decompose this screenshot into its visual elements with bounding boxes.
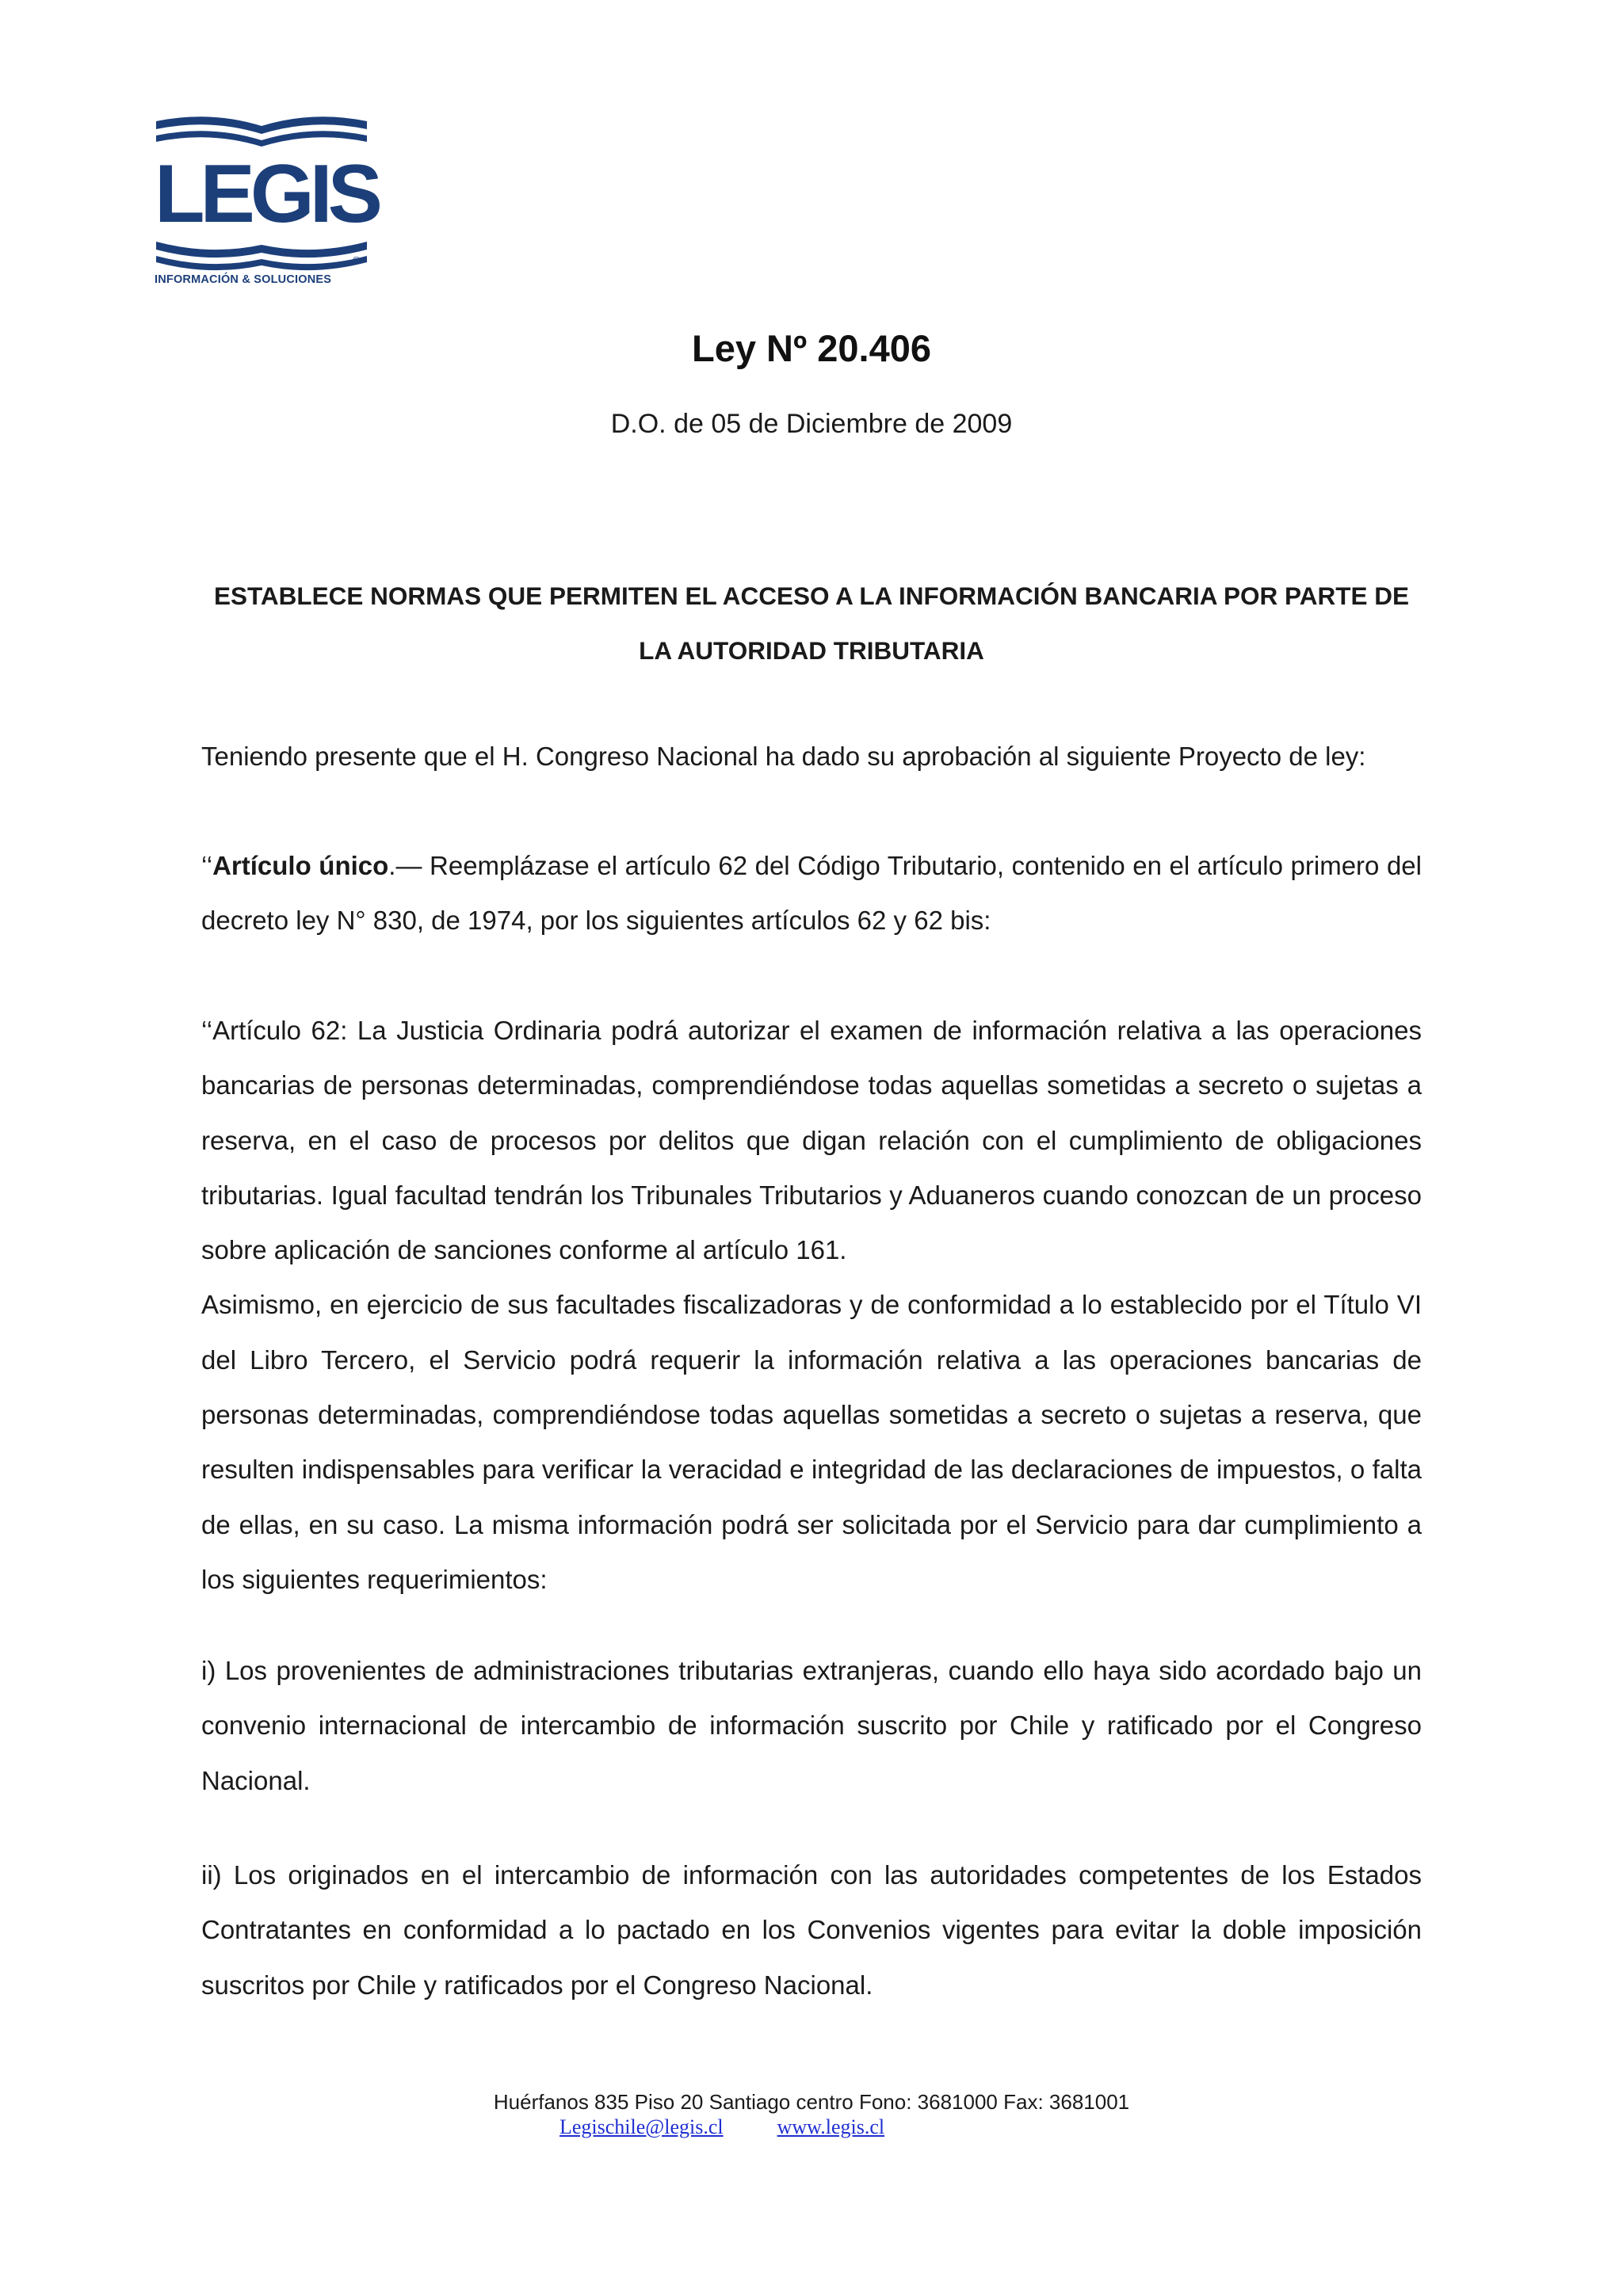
publication-date: D.O. de 05 de Diciembre de 2009 <box>610 409 1013 439</box>
registered-mark: ® <box>353 254 361 266</box>
requirement-item-ii: ii) Los originados en el intercambio de información con las autoridades competentes de los Estados Contratantes en conformidad a lo pactado en los Convenios vigentes para evitar la doble imposición suscritos por Chile y ratificados por el Congreso Nacional. <box>201 1860 1422 2000</box>
law-heading: ESTABLECE NORMAS QUE PERMITEN EL ACCESO A LA INFORMACIÓN BANCARIA POR PARTE DE LA AUTORIDAD TRIBUTARIA <box>214 582 1409 665</box>
intro-paragraph: Teniendo presente que el H. Congreso Nacional ha dado su aprobación al siguiente Proyecto de ley: <box>201 742 1366 771</box>
articulo-62-paragraph-2: Asimismo, en ejercicio de sus facultades fiscalizadoras y de conformidad a lo establecido por el Título VI del Libro Tercero, el Servicio podrá requerir la información relativa a las operaciones bancarias de personas determinadas, comprendiéndose todas aquellas sometidas a secreto o sujetas a reserva, que resulten indispensables para verificar la veracidad e integridad de las declaraciones de impuestos, o falta de ellas, en su caso. La misma información podrá ser solicitada por el Servicio para dar cumplimiento a los siguientes requerimientos: <box>201 1290 1422 1594</box>
legis-logo <box>155 115 379 293</box>
articulo-unico-label: Artículo único <box>212 851 389 880</box>
articulo-62-section <box>201 1003 1422 1607</box>
logo-tagline: INFORMACIÓN & SOLUCIONES <box>155 273 332 286</box>
articulo-unico-text: .— Reemplázase el artículo 62 del Código Tributario, contenido en el artículo primero del decreto ley N° 830, de 1974, por los siguientes artículos 62 y 62 bis: <box>201 851 1422 936</box>
opening-quote: ‘‘ <box>201 851 213 880</box>
footer-address: Huérfanos 835 Piso 20 Santiago centro Fono: 3681000 Fax: 3681001 <box>493 2090 1130 2114</box>
footer-links <box>559 2115 938 2139</box>
requirement-item-i: i) Los provenientes de administraciones tributarias extranjeras, cuando ello haya sido acordado bajo un convenio internacional de intercambio de información suscrito por Chile y ratificado por el Congreso Nacional. <box>201 1656 1422 1795</box>
document-title: Ley Nº 20.406 <box>692 327 931 369</box>
logo-wordmark: LEGIS <box>155 148 379 240</box>
articulo-unico-paragraph <box>201 838 1422 948</box>
website-link[interactable]: www.legis.cl <box>777 2115 885 2138</box>
email-link[interactable]: Legischile@legis.cl <box>559 2115 724 2138</box>
articulo-62-paragraph-1: ‘‘Artículo 62: La Justicia Ordinaria podrá autorizar el examen de información relativa a las operaciones bancarias de personas determinadas, comprendiéndose todas aquellas sometidas a secreto o sujetas a reserva, en el caso de procesos por delitos que digan relación con el cumplimiento de obligaciones tributarias. Igual facultad tendrán los Tribunales Tributarios y Aduaneros cuando conozcan de un proceso sobre aplicación de sanciones conforme al artículo 161. <box>201 1016 1422 1265</box>
